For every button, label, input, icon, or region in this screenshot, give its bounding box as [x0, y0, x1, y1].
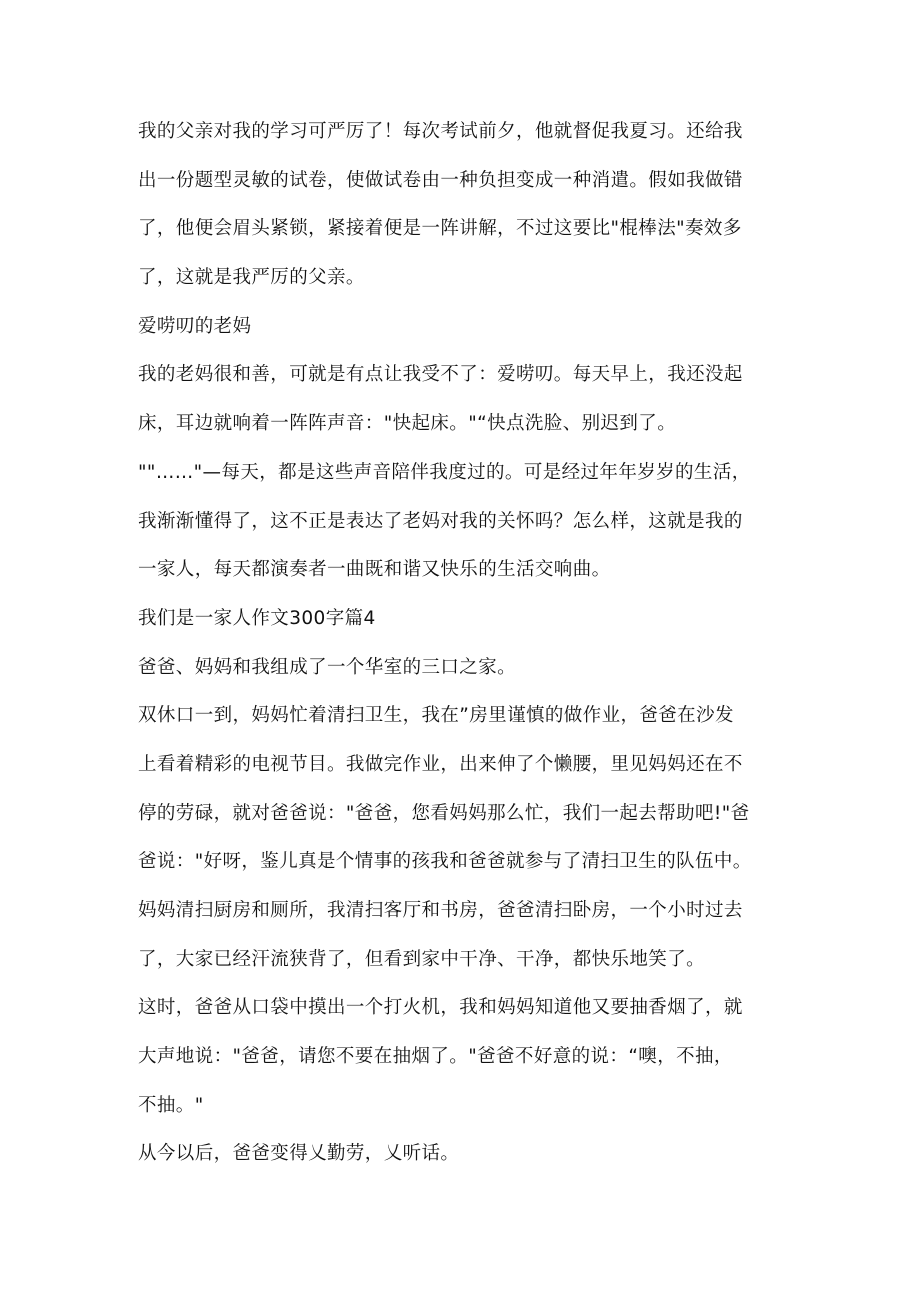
text-line: 妈妈清扫厨房和厕所，我清扫客厅和书房，爸爸清扫卧房，一个小时过去 — [138, 900, 743, 921]
text-line: 爸说："好呀，鉴儿真是个情事的孩我和爸爸就参与了清扫卫生的队伍中。 — [138, 851, 752, 873]
section-heading: 爱唠叨的老妈 — [138, 315, 252, 337]
text-line: 不抽。" — [138, 1094, 204, 1116]
text-line: 上看着精彩的电视节目。我做完作业，出来伸了个懒腰，里见妈妈还在不 — [138, 753, 743, 775]
text-line: ""……"—每天，都是这些声音陪伴我度过的。可是经过年年岁岁的生活， — [138, 461, 751, 483]
text-line: 停的劳碌，就对爸爸说："爸爸，您看妈妈那么忙，我们一起去帮助吧!"爸 — [138, 802, 750, 824]
text-line: 我渐渐懂得了，这不正是表达了老妈对我的关怀吗？怎么样，这就是我的 — [138, 510, 743, 532]
text-line: 一家人，每天都演奏者一曲既和谐又快乐的生活交响曲。 — [138, 559, 611, 581]
text-line: 我的老妈很和善，可就是有点让我受不了：爱唠叨。每天早上，我还没起 — [138, 364, 743, 386]
text-line: 这时，爸爸从口袋中摸出一个打火机，我和妈妈知道他又要抽香烟了，就 — [138, 997, 743, 1019]
text-line: 了，这就是我严厉的父亲。 — [138, 267, 365, 289]
text-line: 床，耳边就响着一阵阵声音："快起床。"“快点洗脸、别迟到了。 — [138, 413, 677, 435]
text-line: 从今以后，爸爸变得乂勤劳，乂听话。 — [138, 1143, 460, 1165]
text-line: 我的父亲对我的学习可严厉了！每次考试前夕，他就督促我夏习。还给我 — [138, 121, 743, 142]
section-heading: 我们是一家人作文300字篇4 — [138, 607, 376, 629]
essay-text — [138, 108, 788, 1179]
text-line: 双休口一到，妈妈忙着清扫卫生，我在”房里谨慎的做作业，爸爸在沙发 — [138, 705, 734, 727]
text-line: 了，他便会眉头紧锁，紧接着便是一阵讲解，不过这要比"棍棒法"奏效多 — [138, 218, 742, 240]
text-line: 爸爸、妈妈和我组成了一个华室的三口之家。 — [138, 656, 517, 678]
text-line: 了，大家已经汗流狭背了，但看到家中干净、干净，都快乐地笑了。 — [138, 948, 706, 970]
text-line: 大声地说："爸爸，请您不要在抽烟了。"爸爸不好意的说：“噢，不抽， — [138, 1046, 733, 1068]
text-line: 出一份题型灵敏的试卷，使做试卷由一种负担变成一种消遣。假如我做错 — [138, 169, 743, 191]
